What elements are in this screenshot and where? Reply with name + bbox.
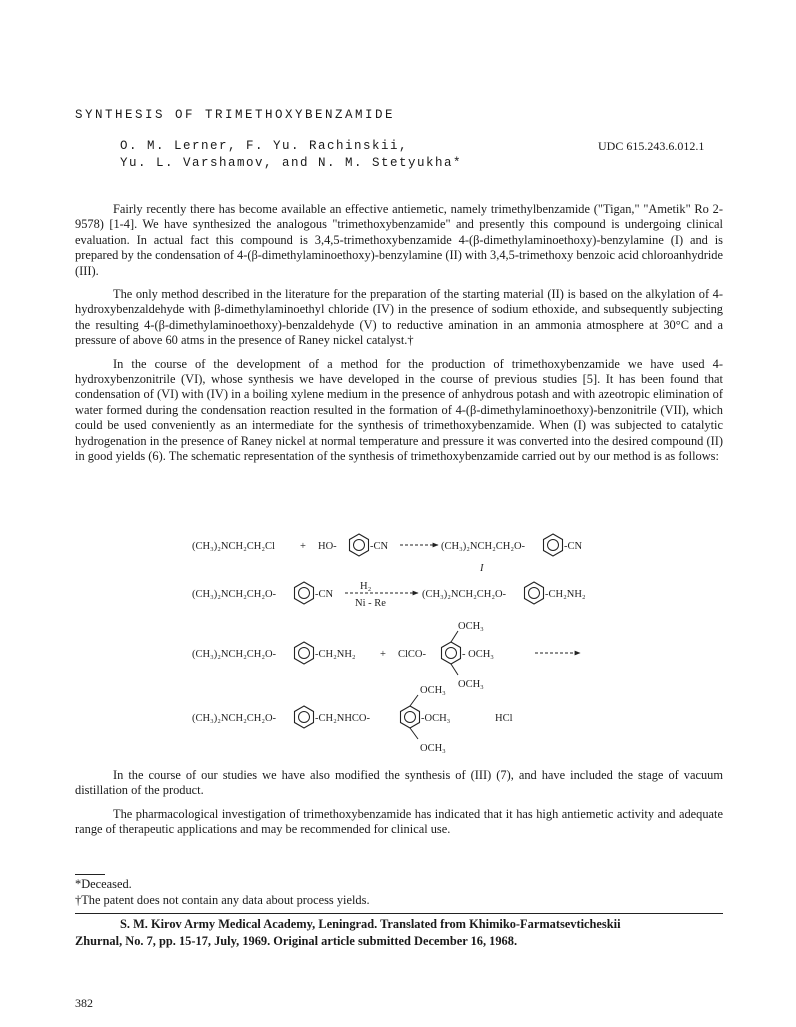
footnote-rule (75, 874, 105, 875)
paragraph-5: The pharmacological investigation of trimethoxybenzamide has indicated that it has high antiemetic activity and adequate range of therapeutic applications and may be recommended for clinical use. (75, 806, 723, 837)
udc-code: UDC 615.243.6.012.1 (598, 139, 705, 153)
acyl-chloride-label: ClCO- (398, 649, 427, 660)
methoxy-top: OCH₃ (458, 621, 484, 632)
benzene-ring-icon (442, 642, 461, 664)
paper-title: SYNTHESIS OF TRIMETHOXYBENZAMIDE (75, 108, 396, 122)
scheme-row-1 (192, 534, 583, 574)
authors-line-2: Yu. L. Varshamov, and N. M. Stetyukha* (120, 156, 463, 170)
scheme-row-3 (192, 621, 580, 690)
hydroxy-label: HO- (318, 541, 337, 552)
benzene-ring-icon (295, 706, 314, 728)
footnote-patent: †The patent does not contain any data about process yields. (75, 893, 370, 907)
benzene-ring-icon (544, 534, 563, 556)
paragraph-2: The only method described in the literature for the preparation of the starting material (II) is based on the alkylation of 4-hydroxybenzaldehyde with β-dimethylaminoethyl chloride (IV) in the presence of sodium ethoxide, and subsequently subjecting the resulting 4-(β-dimethylaminoethoxy)-benzaldehyde (V) to reductive amination in an ammonia atmosphere at 30°C and a pressure of above 60 atms in the presence of Raney nickel catalyst.† (75, 287, 723, 348)
methoxy-top: OCH₃ (420, 685, 446, 696)
scheme-row-4 (192, 685, 513, 754)
body-text-top (75, 202, 723, 465)
paragraph-4: In the course of our studies we have also modified the synthesis of (III) (7), and have included the stage of vacuum distillation of the product. (75, 768, 723, 798)
paragraph-1: Fairly recently there has become available an effective antiemetic, namely trimethylbenzamide ("Tigan," "Ametik" Ro 2-9578) [1-4]. We have synthesized the analogous "trimethoxybenzamide" and presently this compound is undergoing clinical evaluation. In actual fact this compound is 3,4,5-trimethoxybenzamide 4-(β-dimethylaminoethoxy)-benzylamine (I) and is prepared by the condensation of 4-(β-dimethylaminoethoxy)-benzylamine (II) with 3,4,5-trimethoxy benzoic acid chloroanhydride (III). (75, 202, 723, 278)
plus-sign: + (380, 649, 386, 660)
product-nitrile: -CN (564, 541, 583, 552)
benzene-ring-icon (350, 534, 369, 556)
hydrogen-reagent: H₂ (360, 581, 372, 592)
affiliation-rule (75, 913, 723, 914)
methoxy-bottom: OCH₃ (458, 679, 484, 690)
hydrochloride-label: HCl (495, 713, 513, 724)
affiliation-line-2: Zhurnal, No. 7, pp. 15-17, July, 1969. Original article submitted December 16, 1968. (75, 934, 518, 948)
product-prefix: (CH₃)₂NCH₂CH₂O- (441, 541, 526, 552)
methoxy-bottom: OCH₃ (420, 743, 446, 754)
amine-suffix: -CH₂NH₂ (315, 649, 356, 660)
benzene-ring-icon (401, 706, 420, 728)
nitrile-label: -CN (370, 541, 389, 552)
catalyst-label: Ni - Re (355, 598, 386, 609)
amide-link: -CH₂NHCO- (315, 713, 370, 724)
amine-prefix: (CH₃)₂NCH₂CH₂O- (192, 649, 277, 660)
benzene-ring-icon (295, 642, 314, 664)
compound-mark: I (480, 563, 484, 574)
paragraph-3: In the course of the development of a method for the production of trimethoxybenzamide we have used 4-hydroxybenzonitrile (VI), whose synthesis we have developed in the course of previous studies [5]. It has been found that condensation of (VI) with (IV) in a boiling xylene medium in the presence of anhydrous potash and with azeotropic elimination of water formed during the condensation reaction resulted in the formation of 4-(β-dimethylaminoethoxy)-benzonitrile (VII), which could be used conveniently as an intermediate for the synthesis of trimethoxybenzamide. When (I) was subjected to catalytic hydrogenation in the presence of Raney nickel at normal temperature and pressure it was converted into the desired compound (II) in good yields (6). The schematic representation of the synthesis of trimethoxybenzamide carried out by our method is as follows: (75, 356, 723, 464)
synthesis-scheme (0, 525, 796, 760)
benzene-ring-icon (525, 582, 544, 604)
benzene-ring-icon (295, 582, 314, 604)
nitrile-label: -CN (315, 589, 334, 600)
plus-sign: + (300, 541, 306, 552)
scheme-row-2 (192, 581, 586, 609)
reagent-dimethylaminoethyl-chloride: (CH₃)₂NCH₂CH₂Cl (192, 541, 275, 552)
authors-line-1: O. M. Lerner, F. Yu. Rachinskii, (120, 139, 409, 153)
final-prefix: (CH₃)₂NCH₂CH₂O- (192, 713, 277, 724)
amine-product-prefix: (CH₃)₂NCH₂CH₂O- (422, 589, 507, 600)
affiliation-line-1: S. M. Kirov Army Medical Academy, Leningrad. Translated from Khimiko-Farmatsevticheskii (120, 917, 621, 931)
body-text-bottom (75, 768, 723, 838)
methoxy-right: -OCH₃ (421, 713, 451, 724)
page-number: 382 (75, 996, 93, 1010)
amine-product-suffix: -CH₂NH₂ (545, 589, 586, 600)
methoxy-right: - OCH₃ (462, 649, 494, 660)
nitrile-ether-prefix: (CH₃)₂NCH₂CH₂O- (192, 589, 277, 600)
footnote-deceased: *Deceased. (75, 877, 132, 891)
